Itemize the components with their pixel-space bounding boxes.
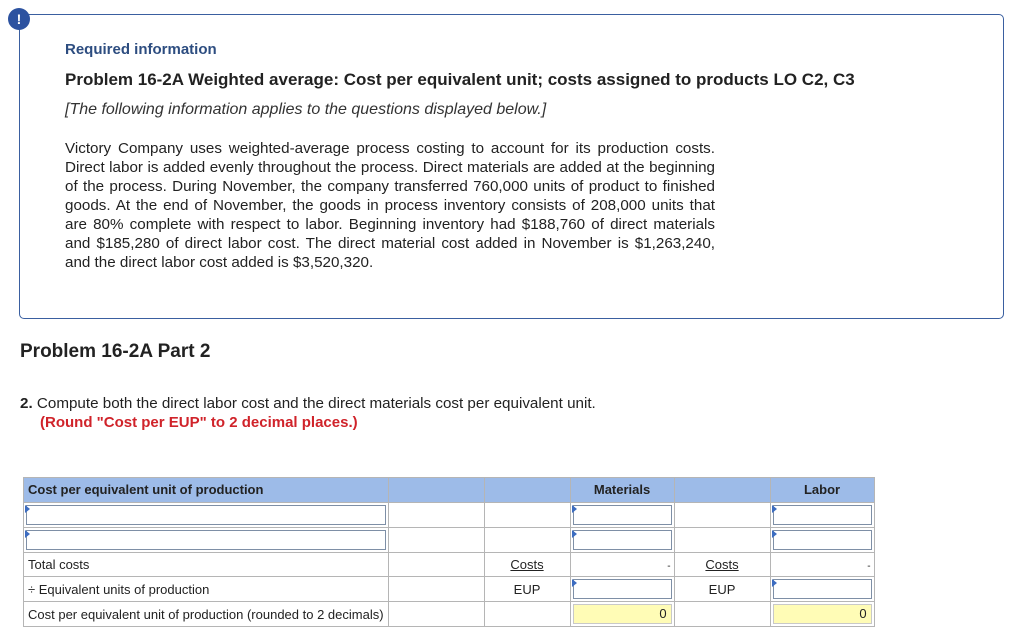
header-blank	[674, 478, 770, 503]
question-text	[20, 395, 596, 412]
labor-eup-input[interactable]	[773, 579, 872, 599]
labor-input-cell[interactable]	[770, 502, 874, 527]
empty-cell	[674, 602, 770, 627]
labor-cpeu-value: 0	[773, 604, 872, 624]
labor-total-costs	[770, 552, 874, 577]
labor-total-value: -	[867, 561, 871, 572]
problem-title: Problem 16-2A Weighted average: Cost per equivalent unit; costs assigned to products LO C2, C3	[65, 70, 855, 89]
header-labor: Labor	[770, 478, 874, 503]
materials-eup-unit: EUP	[484, 577, 570, 602]
input-flag-icon	[572, 530, 577, 538]
row-label-dropdown[interactable]	[24, 502, 389, 527]
dropdown-flag-icon	[25, 530, 30, 538]
info-note: [The following information applies to the questions displayed below.]	[65, 101, 547, 118]
question-number: 2.	[20, 395, 33, 412]
empty-cell	[388, 502, 484, 527]
eup-row	[24, 577, 875, 602]
input-flag-icon	[772, 530, 777, 538]
header-materials: Materials	[570, 478, 674, 503]
total-costs-label: Total costs	[24, 552, 389, 577]
row-label-input[interactable]	[26, 505, 386, 525]
question-body: Compute both the direct labor cost and the direct materials cost per equivalent unit.	[36, 395, 596, 412]
labor-cpeu-cell	[770, 602, 874, 627]
input-flag-icon	[772, 579, 777, 587]
header-blank	[388, 478, 484, 503]
empty-cell	[388, 527, 484, 552]
materials-cpeu-cell	[570, 602, 674, 627]
empty-cell	[674, 502, 770, 527]
cost-per-eup-table	[23, 477, 875, 627]
empty-cell	[388, 577, 484, 602]
problem-description: Victory Company uses weighted-average process costing to account for its production costs. Direct labor is added evenly throughout the process. Direct materials are added at the beginning of the process. During November, the company transferred 760,000 units of product to finished goods. At the end of November, the goods in process inventory consists of 208,000 units that are 80% complete with respect to labor. Beginning inventory had $188,760 of direct materials and $185,280 of direct labor cost. The direct material cost added in November is $1,263,240, and the direct labor cost added is $3,520,320.	[65, 140, 715, 271]
labor-eup-unit: EUP	[674, 577, 770, 602]
header-title: Cost per equivalent unit of production	[24, 478, 389, 503]
empty-cell	[674, 527, 770, 552]
alert-icon: !	[8, 8, 30, 30]
required-information-label: Required information	[65, 41, 217, 58]
labor-costs-link[interactable]: Costs	[705, 556, 739, 572]
empty-cell	[484, 502, 570, 527]
cpeu-row	[24, 602, 875, 627]
labor-costs-link-cell	[674, 552, 770, 577]
rounding-instruction: (Round "Cost per EUP" to 2 decimal places.)	[40, 414, 358, 431]
materials-input-cell[interactable]	[570, 502, 674, 527]
input-flag-icon	[772, 505, 777, 513]
input-flag-icon	[572, 579, 577, 587]
materials-costs-link-cell	[484, 552, 570, 577]
materials-eup-cell[interactable]	[570, 577, 674, 602]
materials-total-costs	[570, 552, 674, 577]
materials-total-value: -	[667, 561, 671, 572]
materials-input[interactable]	[573, 530, 672, 550]
table-row	[24, 502, 875, 527]
labor-eup-cell[interactable]	[770, 577, 874, 602]
total-costs-row	[24, 552, 875, 577]
table-row	[24, 527, 875, 552]
eup-label: ÷ Equivalent units of production	[24, 577, 389, 602]
materials-cpeu-value: 0	[573, 604, 672, 624]
materials-costs-link[interactable]: Costs	[510, 556, 544, 572]
row-label-dropdown[interactable]	[24, 527, 389, 552]
labor-input[interactable]	[773, 530, 872, 550]
header-blank	[484, 478, 570, 503]
empty-cell	[484, 527, 570, 552]
table-header-row	[24, 478, 875, 503]
materials-input[interactable]	[573, 505, 672, 525]
empty-cell	[484, 602, 570, 627]
cpeu-label: Cost per equivalent unit of production (rounded to 2 decimals)	[24, 602, 389, 627]
part-title: Problem 16-2A Part 2	[20, 341, 211, 362]
row-label-input[interactable]	[26, 530, 386, 550]
materials-input-cell[interactable]	[570, 527, 674, 552]
labor-input[interactable]	[773, 505, 872, 525]
input-flag-icon	[572, 505, 577, 513]
dropdown-flag-icon	[25, 505, 30, 513]
empty-cell	[388, 602, 484, 627]
labor-input-cell[interactable]	[770, 527, 874, 552]
materials-eup-input[interactable]	[573, 579, 672, 599]
empty-cell	[388, 552, 484, 577]
